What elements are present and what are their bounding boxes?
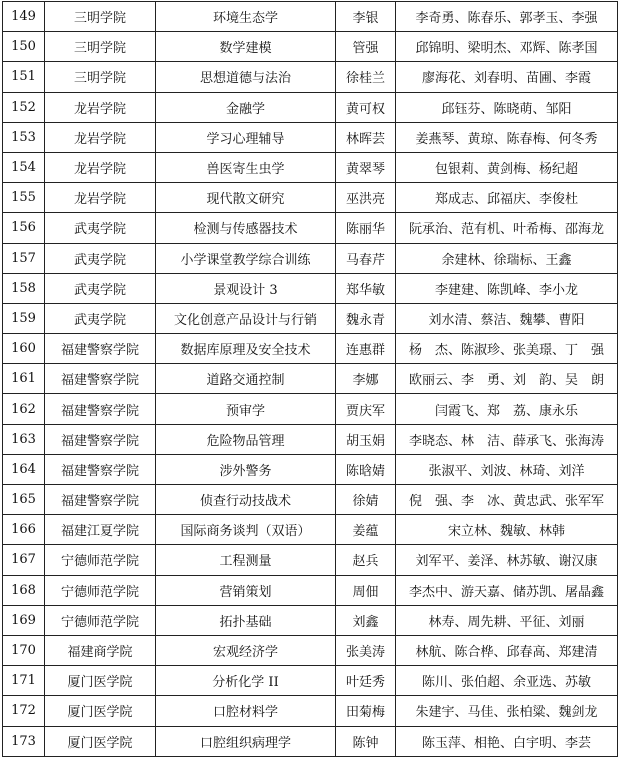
table-row bbox=[3, 303, 618, 333]
course-name-cell: 工程测量 bbox=[156, 545, 336, 575]
school-cell: 厦门医学院 bbox=[45, 696, 156, 726]
school-cell: 龙岩学院 bbox=[45, 152, 156, 182]
course-leader-cell: 李银 bbox=[336, 2, 396, 32]
school-cell: 厦门医学院 bbox=[45, 726, 156, 756]
table-row bbox=[3, 605, 618, 635]
school-cell: 福建警察学院 bbox=[45, 454, 156, 484]
row-number-cell: 154 bbox=[3, 152, 45, 182]
course-name-cell: 现代散文研究 bbox=[156, 183, 336, 213]
course-leader-cell: 张美涛 bbox=[336, 635, 396, 665]
team-members-cell: 廖海花、刘春明、苗圃、李霞 bbox=[396, 62, 618, 92]
course-name-cell: 口腔材料学 bbox=[156, 696, 336, 726]
team-members-cell: 刘军平、姜泽、林苏敏、谢汉康 bbox=[396, 545, 618, 575]
table-row bbox=[3, 515, 618, 545]
row-number-cell: 159 bbox=[3, 303, 45, 333]
course-name-cell: 国际商务谈判（双语） bbox=[156, 515, 336, 545]
course-leader-cell: 管强 bbox=[336, 32, 396, 62]
row-number-cell: 155 bbox=[3, 183, 45, 213]
course-name-cell: 小学课堂教学综合训练 bbox=[156, 243, 336, 273]
team-members-cell: 杨 杰、陈淑珍、张美璟、丁 强 bbox=[396, 334, 618, 364]
course-name-cell: 学习心理辅导 bbox=[156, 122, 336, 152]
course-name-cell: 侦查行动技战术 bbox=[156, 485, 336, 515]
table-row bbox=[3, 635, 618, 665]
row-number-cell: 164 bbox=[3, 454, 45, 484]
course-leader-cell: 姜蕴 bbox=[336, 515, 396, 545]
course-name-cell: 环境生态学 bbox=[156, 2, 336, 32]
team-members-cell: 朱建宇、马佳、张柏粱、魏剑龙 bbox=[396, 696, 618, 726]
table-body bbox=[3, 2, 618, 757]
table-row bbox=[3, 485, 618, 515]
course-leader-cell: 连惠群 bbox=[336, 334, 396, 364]
course-leader-cell: 巫洪亮 bbox=[336, 183, 396, 213]
table-row bbox=[3, 334, 618, 364]
team-members-cell: 李建建、陈凯峰、李小龙 bbox=[396, 273, 618, 303]
row-number-cell: 150 bbox=[3, 32, 45, 62]
course-leader-cell: 魏永青 bbox=[336, 303, 396, 333]
team-members-cell: 郑成志、邱福庆、李俊杜 bbox=[396, 183, 618, 213]
table-row bbox=[3, 2, 618, 32]
course-name-cell: 思想道德与法治 bbox=[156, 62, 336, 92]
school-cell: 福建警察学院 bbox=[45, 334, 156, 364]
school-cell: 三明学院 bbox=[45, 2, 156, 32]
row-number-cell: 156 bbox=[3, 213, 45, 243]
team-members-cell: 林航、陈合桦、邱春高、郑建清 bbox=[396, 635, 618, 665]
table-row bbox=[3, 424, 618, 454]
school-cell: 厦门医学院 bbox=[45, 666, 156, 696]
team-members-cell: 邱锦明、梁明杰、邓辉、陈孝国 bbox=[396, 32, 618, 62]
course-leader-cell: 周佃 bbox=[336, 575, 396, 605]
school-cell: 龙岩学院 bbox=[45, 92, 156, 122]
course-leader-cell: 赵兵 bbox=[336, 545, 396, 575]
row-number-cell: 167 bbox=[3, 545, 45, 575]
table-row bbox=[3, 122, 618, 152]
course-leader-cell: 陈钟 bbox=[336, 726, 396, 756]
course-list-table bbox=[2, 1, 618, 757]
school-cell: 龙岩学院 bbox=[45, 183, 156, 213]
course-leader-cell: 马春芹 bbox=[336, 243, 396, 273]
team-members-cell: 李杰中、游天嘉、储苏凯、屠晶鑫 bbox=[396, 575, 618, 605]
school-cell: 福建商学院 bbox=[45, 635, 156, 665]
school-cell: 三明学院 bbox=[45, 32, 156, 62]
course-name-cell: 危险物品管理 bbox=[156, 424, 336, 454]
course-leader-cell: 胡玉娟 bbox=[336, 424, 396, 454]
course-name-cell: 兽医寄生虫学 bbox=[156, 152, 336, 182]
course-name-cell: 金融学 bbox=[156, 92, 336, 122]
course-leader-cell: 林晖芸 bbox=[336, 122, 396, 152]
course-name-cell: 拓扑基础 bbox=[156, 605, 336, 635]
table-row bbox=[3, 726, 618, 756]
table-row bbox=[3, 666, 618, 696]
team-members-cell: 欧丽云、李 勇、刘 韵、吴 朗 bbox=[396, 364, 618, 394]
table-row bbox=[3, 545, 618, 575]
school-cell: 三明学院 bbox=[45, 62, 156, 92]
course-leader-cell: 陈晗婧 bbox=[336, 454, 396, 484]
team-members-cell: 陈玉萍、相艳、白宇明、李芸 bbox=[396, 726, 618, 756]
school-cell: 福建警察学院 bbox=[45, 364, 156, 394]
row-number-cell: 149 bbox=[3, 2, 45, 32]
school-cell: 宁德师范学院 bbox=[45, 605, 156, 635]
team-members-cell: 倪 强、李 冰、黄忠武、张军军 bbox=[396, 485, 618, 515]
table-row bbox=[3, 454, 618, 484]
school-cell: 福建警察学院 bbox=[45, 485, 156, 515]
team-members-cell: 闫霞飞、郑 荔、康永乐 bbox=[396, 394, 618, 424]
school-cell: 武夷学院 bbox=[45, 273, 156, 303]
course-name-cell: 涉外警务 bbox=[156, 454, 336, 484]
row-number-cell: 169 bbox=[3, 605, 45, 635]
team-members-cell: 张淑平、刘波、林琦、刘洋 bbox=[396, 454, 618, 484]
team-members-cell: 邱钰芬、陈晓萌、邹阳 bbox=[396, 92, 618, 122]
row-number-cell: 170 bbox=[3, 635, 45, 665]
school-cell: 武夷学院 bbox=[45, 303, 156, 333]
row-number-cell: 162 bbox=[3, 394, 45, 424]
course-leader-cell: 陈丽华 bbox=[336, 213, 396, 243]
course-name-cell: 宏观经济学 bbox=[156, 635, 336, 665]
course-name-cell: 景观设计 3 bbox=[156, 273, 336, 303]
course-leader-cell: 贾庆军 bbox=[336, 394, 396, 424]
row-number-cell: 171 bbox=[3, 666, 45, 696]
table-row bbox=[3, 394, 618, 424]
team-members-cell: 刘水清、蔡洁、魏攀、曹阳 bbox=[396, 303, 618, 333]
team-members-cell: 阮承治、范有机、叶希梅、邵海龙 bbox=[396, 213, 618, 243]
row-number-cell: 165 bbox=[3, 485, 45, 515]
course-leader-cell: 黄可权 bbox=[336, 92, 396, 122]
school-cell: 龙岩学院 bbox=[45, 122, 156, 152]
course-leader-cell: 徐桂兰 bbox=[336, 62, 396, 92]
table-row bbox=[3, 92, 618, 122]
row-number-cell: 166 bbox=[3, 515, 45, 545]
course-name-cell: 文化创意产品设计与行销 bbox=[156, 303, 336, 333]
course-name-cell: 检测与传感器技术 bbox=[156, 213, 336, 243]
team-members-cell: 李奇勇、陈春乐、郭孝玉、李强 bbox=[396, 2, 618, 32]
table-row bbox=[3, 243, 618, 273]
table-row bbox=[3, 575, 618, 605]
row-number-cell: 172 bbox=[3, 696, 45, 726]
row-number-cell: 161 bbox=[3, 364, 45, 394]
school-cell: 福建江夏学院 bbox=[45, 515, 156, 545]
table-row bbox=[3, 152, 618, 182]
school-cell: 武夷学院 bbox=[45, 243, 156, 273]
row-number-cell: 158 bbox=[3, 273, 45, 303]
course-name-cell: 数据库原理及安全技术 bbox=[156, 334, 336, 364]
school-cell: 福建警察学院 bbox=[45, 394, 156, 424]
row-number-cell: 157 bbox=[3, 243, 45, 273]
row-number-cell: 173 bbox=[3, 726, 45, 756]
team-members-cell: 李晓态、林 洁、薛承飞、张海涛 bbox=[396, 424, 618, 454]
course-leader-cell: 田菊梅 bbox=[336, 696, 396, 726]
course-name-cell: 分析化学 II bbox=[156, 666, 336, 696]
school-cell: 武夷学院 bbox=[45, 213, 156, 243]
row-number-cell: 152 bbox=[3, 92, 45, 122]
row-number-cell: 168 bbox=[3, 575, 45, 605]
course-name-cell: 预审学 bbox=[156, 394, 336, 424]
table-row bbox=[3, 62, 618, 92]
team-members-cell: 余建林、徐瑞标、王鑫 bbox=[396, 243, 618, 273]
row-number-cell: 163 bbox=[3, 424, 45, 454]
table-row bbox=[3, 183, 618, 213]
team-members-cell: 林寿、周先耕、平征、刘丽 bbox=[396, 605, 618, 635]
table-row bbox=[3, 696, 618, 726]
row-number-cell: 151 bbox=[3, 62, 45, 92]
course-leader-cell: 叶廷秀 bbox=[336, 666, 396, 696]
table-row bbox=[3, 273, 618, 303]
course-name-cell: 营销策划 bbox=[156, 575, 336, 605]
course-leader-cell: 李娜 bbox=[336, 364, 396, 394]
table-row bbox=[3, 213, 618, 243]
course-leader-cell: 刘鑫 bbox=[336, 605, 396, 635]
table-row bbox=[3, 364, 618, 394]
course-name-cell: 道路交通控制 bbox=[156, 364, 336, 394]
team-members-cell: 包银莉、黄剑梅、杨纪超 bbox=[396, 152, 618, 182]
school-cell: 福建警察学院 bbox=[45, 424, 156, 454]
team-members-cell: 宋立林、魏敏、林韩 bbox=[396, 515, 618, 545]
course-name-cell: 口腔组织病理学 bbox=[156, 726, 336, 756]
course-leader-cell: 郑华敏 bbox=[336, 273, 396, 303]
row-number-cell: 153 bbox=[3, 122, 45, 152]
team-members-cell: 姜燕琴、黄琼、陈春梅、何冬秀 bbox=[396, 122, 618, 152]
course-name-cell: 数学建模 bbox=[156, 32, 336, 62]
school-cell: 宁德师范学院 bbox=[45, 545, 156, 575]
team-members-cell: 陈川、张伯超、余亚选、苏敏 bbox=[396, 666, 618, 696]
school-cell: 宁德师范学院 bbox=[45, 575, 156, 605]
course-leader-cell: 徐婧 bbox=[336, 485, 396, 515]
table-row bbox=[3, 32, 618, 62]
course-leader-cell: 黄翠琴 bbox=[336, 152, 396, 182]
row-number-cell: 160 bbox=[3, 334, 45, 364]
